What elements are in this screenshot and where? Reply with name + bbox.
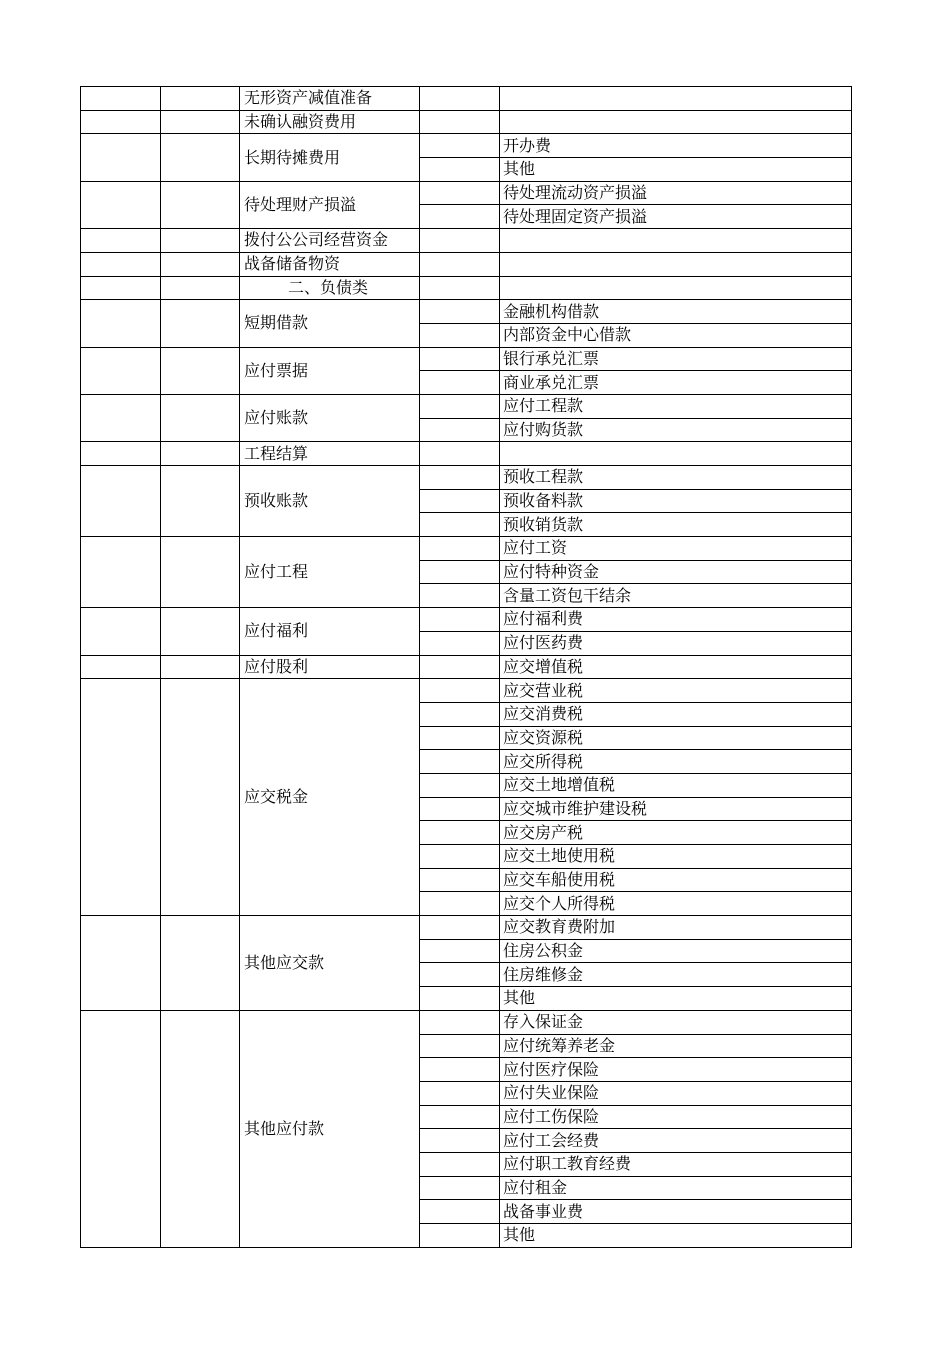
sub-account-name: 预收工程款	[500, 466, 852, 490]
sub-account-name	[500, 87, 852, 111]
sub-account-name: 待处理固定资产损溢	[500, 205, 852, 229]
code-cell	[81, 300, 161, 347]
sub-account-name: 应付工资	[500, 537, 852, 561]
sub-code-cell	[420, 347, 500, 371]
level-cell	[161, 655, 240, 679]
sub-code-cell	[420, 987, 500, 1011]
code-cell	[81, 655, 161, 679]
sub-code-cell	[420, 702, 500, 726]
account-name: 应付票据	[240, 347, 420, 394]
level-cell	[161, 276, 240, 300]
sub-account-name: 内部资金中心借款	[500, 323, 852, 347]
account-name: 工程结算	[240, 442, 420, 466]
sub-code-cell	[420, 323, 500, 347]
sub-code-cell	[420, 1034, 500, 1058]
table-row	[81, 537, 852, 561]
sub-code-cell	[420, 892, 500, 916]
sub-code-cell	[420, 252, 500, 276]
code-cell	[81, 442, 161, 466]
sub-account-name: 预收销货款	[500, 513, 852, 537]
table-row	[81, 347, 852, 371]
sub-code-cell	[420, 655, 500, 679]
sub-code-cell	[420, 939, 500, 963]
sub-code-cell	[420, 229, 500, 253]
sub-account-name: 应交土地增值税	[500, 773, 852, 797]
sub-account-name	[500, 110, 852, 134]
section-heading: 二、负债类	[240, 276, 420, 300]
account-name: 拨付公公司经营资金	[240, 229, 420, 253]
sub-code-cell	[420, 1105, 500, 1129]
code-cell	[81, 252, 161, 276]
sub-account-name: 金融机构借款	[500, 300, 852, 324]
sub-account-name: 含量工资包干结余	[500, 584, 852, 608]
level-cell	[161, 394, 240, 441]
sub-account-name: 应付工会经费	[500, 1129, 852, 1153]
sub-account-name: 开办费	[500, 134, 852, 158]
table-row	[81, 134, 852, 158]
account-name: 无形资产减值准备	[240, 87, 420, 111]
level-cell	[161, 466, 240, 537]
account-name: 应交税金	[240, 679, 420, 916]
sub-code-cell	[420, 87, 500, 111]
table-row	[81, 181, 852, 205]
sub-account-name	[500, 229, 852, 253]
sub-account-name	[500, 252, 852, 276]
table-row	[81, 394, 852, 418]
sub-code-cell	[420, 726, 500, 750]
level-cell	[161, 347, 240, 394]
sub-account-name: 应付医疗保险	[500, 1058, 852, 1082]
sub-account-name: 应交个人所得税	[500, 892, 852, 916]
sub-code-cell	[420, 916, 500, 940]
code-cell	[81, 276, 161, 300]
sub-code-cell	[420, 1058, 500, 1082]
sub-code-cell	[420, 513, 500, 537]
sub-code-cell	[420, 963, 500, 987]
sub-code-cell	[420, 300, 500, 324]
sub-account-name: 战备事业费	[500, 1200, 852, 1224]
account-name: 待处理财产损溢	[240, 181, 420, 228]
account-name: 其他应付款	[240, 1010, 420, 1247]
sub-code-cell	[420, 418, 500, 442]
sub-code-cell	[420, 845, 500, 869]
account-name: 应付福利	[240, 608, 420, 655]
sub-code-cell	[420, 773, 500, 797]
sub-code-cell	[420, 750, 500, 774]
level-cell	[161, 608, 240, 655]
table-row	[81, 608, 852, 632]
sub-code-cell	[420, 1129, 500, 1153]
code-cell	[81, 608, 161, 655]
level-cell	[161, 679, 240, 916]
sub-account-name: 商业承兑汇票	[500, 371, 852, 395]
table-row	[81, 916, 852, 940]
sub-account-name: 应付统筹养老金	[500, 1034, 852, 1058]
level-cell	[161, 1010, 240, 1247]
sub-account-name: 应付购货款	[500, 418, 852, 442]
sub-account-name: 存入保证金	[500, 1010, 852, 1034]
sub-account-name: 应付工伤保险	[500, 1105, 852, 1129]
account-name: 应付账款	[240, 394, 420, 441]
sub-code-cell	[420, 797, 500, 821]
table-row	[81, 110, 852, 134]
table-row	[81, 679, 852, 703]
table-row	[81, 87, 852, 111]
sub-code-cell	[420, 442, 500, 466]
sub-account-name: 应付福利费	[500, 608, 852, 632]
table-row	[81, 300, 852, 324]
sub-account-name: 应交增值税	[500, 655, 852, 679]
level-cell	[161, 537, 240, 608]
code-cell	[81, 916, 161, 1011]
sub-code-cell	[420, 466, 500, 490]
sub-code-cell	[420, 158, 500, 182]
sub-account-name: 待处理流动资产损溢	[500, 181, 852, 205]
sub-account-name: 其他	[500, 1224, 852, 1248]
table-row	[81, 276, 852, 300]
sub-code-cell	[420, 560, 500, 584]
sub-code-cell	[420, 1081, 500, 1105]
sub-code-cell	[420, 181, 500, 205]
table-row	[81, 229, 852, 253]
sub-account-name: 应付医药费	[500, 631, 852, 655]
account-name: 应付工程	[240, 537, 420, 608]
sub-code-cell	[420, 1224, 500, 1248]
table-row	[81, 1010, 852, 1034]
account-name: 未确认融资费用	[240, 110, 420, 134]
sub-code-cell	[420, 868, 500, 892]
sub-account-name: 应交车船使用税	[500, 868, 852, 892]
sub-account-name: 应交教育费附加	[500, 916, 852, 940]
code-cell	[81, 110, 161, 134]
account-name: 短期借款	[240, 300, 420, 347]
code-cell	[81, 466, 161, 537]
sub-code-cell	[420, 821, 500, 845]
sub-code-cell	[420, 276, 500, 300]
sub-code-cell	[420, 110, 500, 134]
code-cell	[81, 181, 161, 228]
table-row	[81, 655, 852, 679]
sub-account-name: 住房公积金	[500, 939, 852, 963]
sub-code-cell	[420, 1010, 500, 1034]
sub-code-cell	[420, 1200, 500, 1224]
sub-code-cell	[420, 608, 500, 632]
sub-account-name: 应付失业保险	[500, 1081, 852, 1105]
ledger-table	[80, 86, 852, 1248]
level-cell	[161, 87, 240, 111]
sub-account-name: 应付工程款	[500, 394, 852, 418]
level-cell	[161, 252, 240, 276]
sub-code-cell	[420, 371, 500, 395]
level-cell	[161, 916, 240, 1011]
sub-code-cell	[420, 584, 500, 608]
sub-code-cell	[420, 631, 500, 655]
sub-account-name: 应交消费税	[500, 702, 852, 726]
sub-account-name: 住房维修金	[500, 963, 852, 987]
level-cell	[161, 110, 240, 134]
sub-account-name: 其他	[500, 987, 852, 1011]
level-cell	[161, 134, 240, 181]
account-name: 应付股利	[240, 655, 420, 679]
sub-account-name: 其他	[500, 158, 852, 182]
sub-account-name: 应交所得税	[500, 750, 852, 774]
ledger-body	[81, 87, 852, 1248]
code-cell	[81, 537, 161, 608]
sub-account-name: 应交城市维护建设税	[500, 797, 852, 821]
account-name: 其他应交款	[240, 916, 420, 1011]
code-cell	[81, 394, 161, 441]
account-name: 预收账款	[240, 466, 420, 537]
table-row	[81, 252, 852, 276]
account-name: 长期待摊费用	[240, 134, 420, 181]
level-cell	[161, 442, 240, 466]
sub-account-name: 应交房产税	[500, 821, 852, 845]
code-cell	[81, 229, 161, 253]
sub-code-cell	[420, 134, 500, 158]
sub-code-cell	[420, 205, 500, 229]
account-table	[80, 86, 851, 1248]
code-cell	[81, 347, 161, 394]
account-name: 战备储备物资	[240, 252, 420, 276]
sub-account-name: 应付职工教育经费	[500, 1152, 852, 1176]
code-cell	[81, 1010, 161, 1247]
sub-account-name: 应交土地使用税	[500, 845, 852, 869]
sub-code-cell	[420, 537, 500, 561]
code-cell	[81, 87, 161, 111]
level-cell	[161, 300, 240, 347]
level-cell	[161, 229, 240, 253]
sub-account-name: 银行承兑汇票	[500, 347, 852, 371]
level-cell	[161, 181, 240, 228]
table-row	[81, 442, 852, 466]
sub-code-cell	[420, 679, 500, 703]
sub-account-name: 应付特种资金	[500, 560, 852, 584]
code-cell	[81, 679, 161, 916]
sub-code-cell	[420, 394, 500, 418]
sub-account-name: 预收备料款	[500, 489, 852, 513]
code-cell	[81, 134, 161, 181]
sub-account-name	[500, 442, 852, 466]
sub-account-name: 应交营业税	[500, 679, 852, 703]
sub-code-cell	[420, 1152, 500, 1176]
table-row	[81, 466, 852, 490]
sub-account-name: 应交资源税	[500, 726, 852, 750]
sub-code-cell	[420, 489, 500, 513]
sub-code-cell	[420, 1176, 500, 1200]
sub-account-name	[500, 276, 852, 300]
sub-account-name: 应付租金	[500, 1176, 852, 1200]
